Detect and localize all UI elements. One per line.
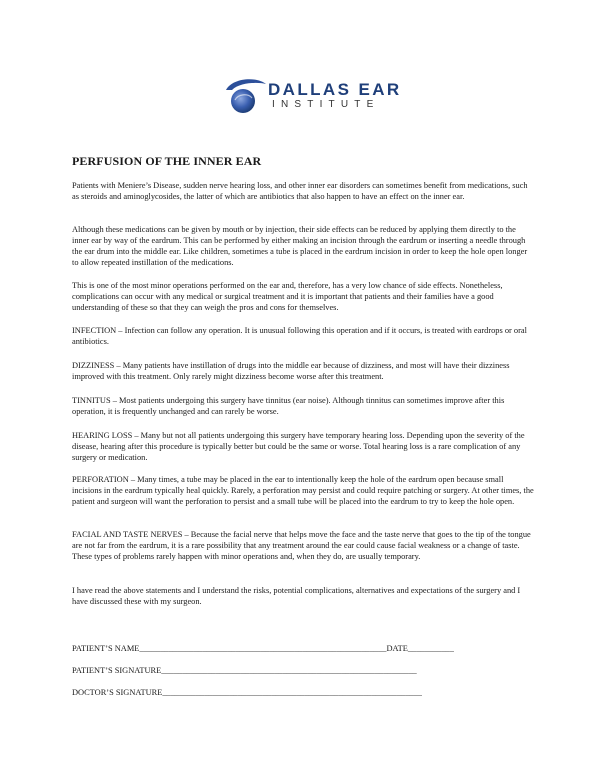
paragraph-tinnitus: TINNITUS – Most patients undergoing this surgery have tinnitus (ear noise). Although tinnitus can sometimes improve after this operation, it is frequently unchanged and can rarely be worse. xyxy=(72,396,505,416)
paragraph-perforation: PERFORATION – Many times, a tube may be placed in the ear to intentionally keep the hole of the eardrum open because small incisions in the eardrum typically heal quickly. Rarely, a perforation may persist and could require patching or surgery. At other times, the patient and surgeon will want the perforation to persist and a small tube will be placed into the eardrum to try to keep the hole open. xyxy=(72,475,534,506)
paragraph-hearing-loss: HEARING LOSS – Many but not all patients undergoing this surgery have temporary hearing loss. Depending upon the severity of the disease, hearing after this procedure is typically better but could be the same or worse. Total hearing loss is a rare complication of any surgery or medication. xyxy=(72,431,525,462)
patient-name-and-date-line[interactable]: PATIENT’S NAME___________________________________________________________DATE___________ xyxy=(72,644,454,653)
dallas-ear-institute-logo xyxy=(222,76,402,116)
doctor-signature-line[interactable]: DOCTOR’S SIGNATURE______________________________________________________________ xyxy=(72,688,422,697)
paragraph-intro: Patients with Meniere’s Disease, sudden nerve hearing loss, and other inner ear disorders can sometimes benefit from medications, such as steroids and aminoglycosides, the latter of which are antibiotics that also happen to have an effect on the inner ear. xyxy=(72,181,528,201)
patient-signature-line[interactable]: PATIENT’S SIGNATURE_____________________________________________________________ xyxy=(72,666,417,675)
ear-globe-icon xyxy=(222,76,270,116)
paragraph-infection: INFECTION – Infection can follow any operation. It is unusual following this operation and if it occurs, is treated with eardrops or oral antibiotics. xyxy=(72,326,527,346)
paragraph-facial-taste-nerves: FACIAL AND TASTE NERVES – Because the facial nerve that helps move the face and the taste nerve that goes to the tip of the tongue are not far from the eardrum, it is a rare possibility that any treatment around the ear could cause facial weakness or a change of taste. These types of problems rarely happen with minor operations and, when they do, are usually temporary. xyxy=(72,530,531,561)
paragraph-risks-overview: This is one of the most minor operations performed on the ear and, therefore, has a very low chance of side effects. Nonetheless, complications can occur with any medical or surgical treatment and it is important that patients and their families have a good understanding of these so that they can weigh the pros and cons for themselves. xyxy=(72,281,503,312)
logo-subtitle: INSTITUTE xyxy=(272,99,380,110)
paragraph-consent-statement: I have read the above statements and I understand the risks, potential complications, alternatives and expectations of the surgery and I have discussed these with my surgeon. xyxy=(72,586,521,606)
logo-title: DALLAS EAR xyxy=(268,80,402,99)
page-title: PERFUSION OF THE INNER EAR xyxy=(72,154,262,168)
paragraph-administration: Although these medications can be given by mouth or by injection, their side effects can be reduced by applying them directly to the inner ear by way of the eardrum. This can be performed by either making an incision through the eardrum or inserting a needle through the ear drum into the middle ear. Like children, sometimes a tube is placed in the eardrum incision in order to keep the hole open longer to allow repeated instillation of the medications. xyxy=(72,225,528,267)
paragraph-dizziness: DIZZINESS – Many patients have instillation of drugs into the middle ear because of dizziness, and most will have their dizziness improved with this treatment. Only rarely might dizziness become worse after this treatment. xyxy=(72,361,510,381)
